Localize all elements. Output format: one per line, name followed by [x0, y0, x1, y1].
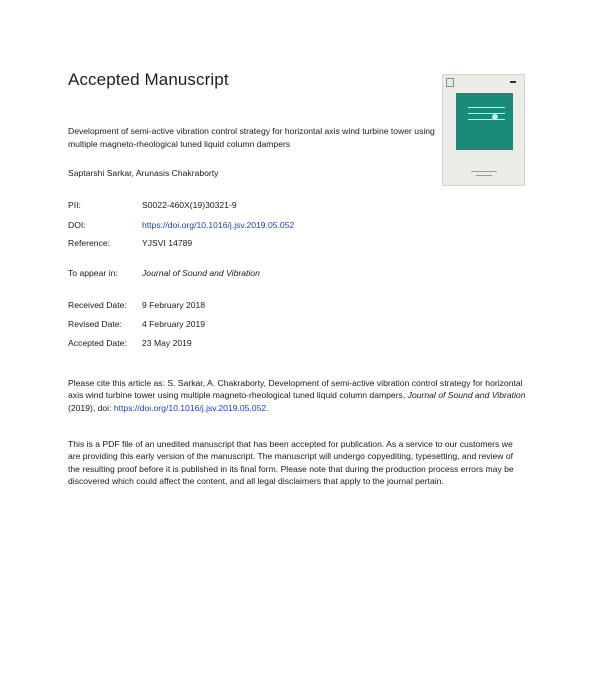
citation-middle: (2019), doi: [68, 402, 114, 413]
publisher-logo-icon [446, 78, 454, 87]
accepted-value: 23 May 2019 [142, 338, 192, 348]
received-label: Received Date: [68, 300, 127, 310]
reference-value: YJSVI 14789 [142, 238, 193, 248]
article-title: Development of semi-active vibration control strategy for horizontal axis wind turbine tower using multiple magneto-rheological tuned liquid column dampers [68, 126, 435, 149]
revised-label: Revised Date: [68, 319, 122, 329]
revised-row [68, 319, 206, 329]
page-heading: Accepted Manuscript [68, 70, 229, 89]
received-row [68, 300, 206, 310]
revised-value: 4 February 2019 [142, 319, 206, 329]
cover-title-band [456, 93, 513, 150]
appear-in-label: To appear in: [68, 268, 118, 278]
citation-suffix: . [266, 402, 269, 413]
journal-name: Journal of Sound and Vibration [142, 268, 260, 278]
notice-paragraph: This is a PDF file of an unedited manuscript that has been accepted for publication. As a service to our customers we are providing this early version of the manuscript. The manuscript will undergo copyediting, typesetting, and review of the resulting proof before it is published in its final form. Please note that during the production process errors may be discovered which could affect the content, and all legal disclaimers that apply to the journal pertain. [68, 439, 514, 487]
reference-row [68, 238, 193, 248]
article-authors: Saptarshi Sarkar, Arunasis Chakraborty [68, 168, 219, 178]
received-value: 9 February 2018 [142, 300, 206, 310]
pii-row [68, 200, 237, 210]
pii-value: S0022-460X(19)30321-9 [142, 200, 237, 210]
citation-doi-link[interactable]: https://doi.org/10.1016/j.jsv.2019.05.052 [113, 402, 267, 413]
pii-label: PII: [68, 200, 81, 210]
journal-cover-image [442, 74, 525, 186]
appear-in-row [68, 268, 260, 278]
reference-label: Reference: [68, 238, 111, 248]
accepted-row [68, 338, 192, 348]
accepted-label: Accepted Date: [68, 338, 127, 348]
doi-label: DOI: [68, 220, 86, 230]
doi-row [68, 220, 295, 230]
citation-journal: Journal of Sound and Vibration [407, 390, 526, 401]
citation-paragraph [68, 377, 526, 414]
citation-prefix: Please cite this article as: S. Sarkar, A. Chakraborty, Development of semi-active vibration control strategy for horizontal axis wind turbine tower using multiple magneto-rheological tuned liquid column dampers, [68, 378, 523, 401]
cover-mark [510, 81, 516, 83]
doi-link[interactable]: https://doi.org/10.1016/j.jsv.2019.05.052 [142, 220, 295, 230]
